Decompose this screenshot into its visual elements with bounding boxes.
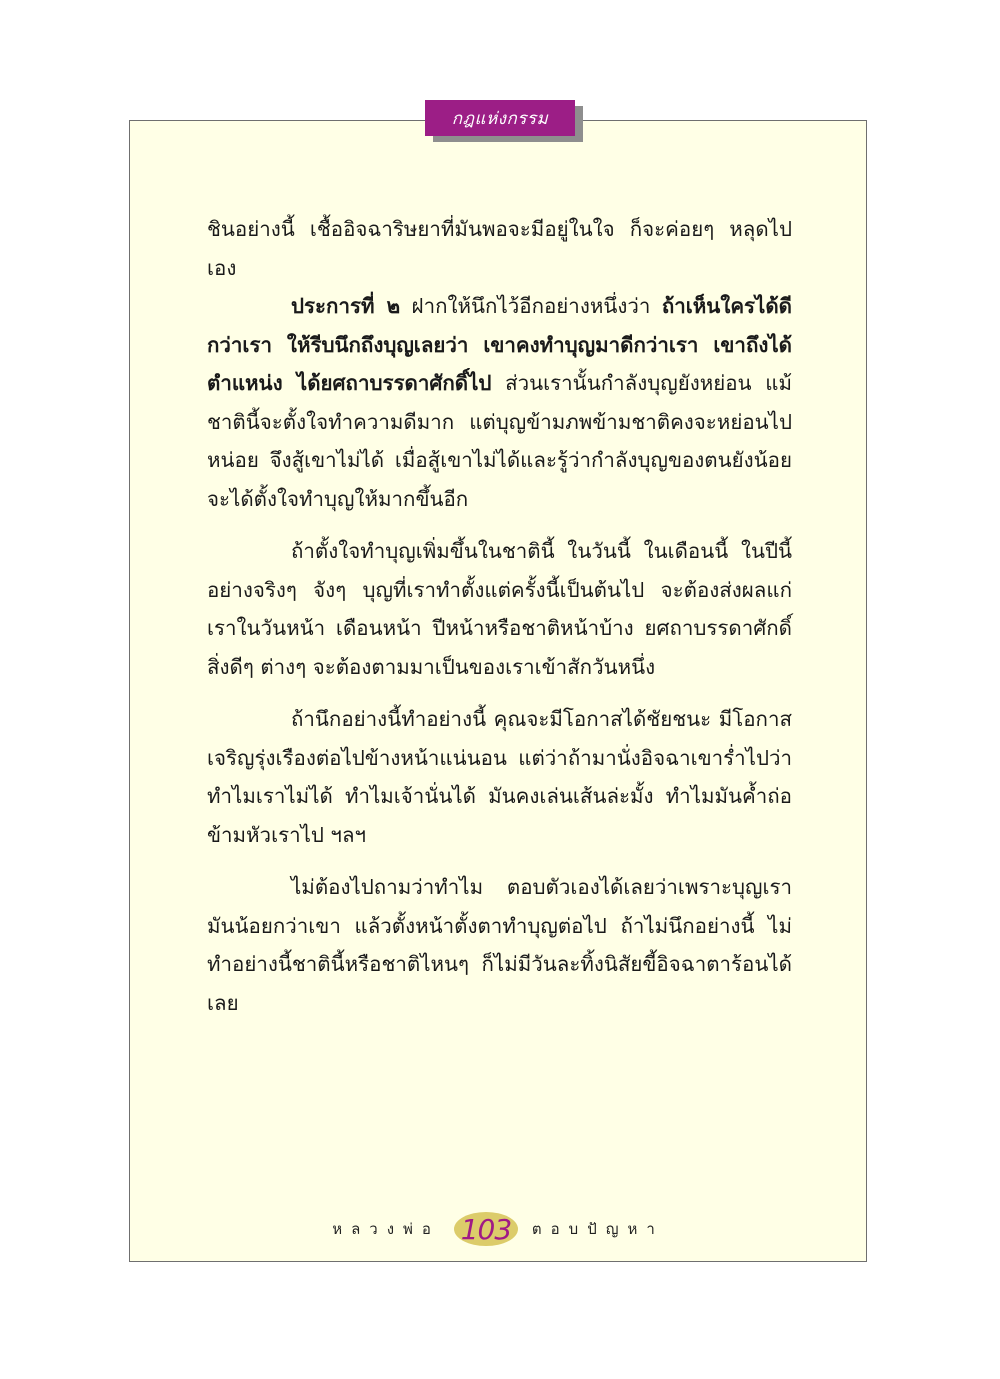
footer-book-title-left: หลวงพ่อ xyxy=(332,1220,440,1238)
footer-book-title-right: ตอบปัญหา xyxy=(531,1220,664,1238)
paragraph-2-text-a: ฝากให้นึกไว้อีกอย่างหนึ่งว่า xyxy=(400,294,662,318)
paragraph-4: ถ้านึกอย่างนี้ทำอย่างนี้ คุณจะมีโอกาสได้ชัยชนะ มีโอกาสเจริญรุ่งเรืองต่อไปข้างหน้าแน่นอน แต่ว่าถ้ามานั่งอิจฉาเขาร่ำไปว่า ทำไมเราไม่ได้ ทำไมเจ้านั่นได้ มันคงเล่นเส้นล่ะมั้ง ทำไมมันค้ำถ่อข้ามหัวเราไป ฯลฯ xyxy=(207,707,792,847)
page-number: 103 xyxy=(454,1212,518,1246)
page-footer xyxy=(129,1212,867,1246)
paragraph-2-bold-heading: ประการที่ ๒ xyxy=(291,294,401,318)
paragraph-3: ถ้าตั้งใจทำบุญเพิ่มขึ้นในชาตินี้ ในวันนี้ ในเดือนนี้ ในปีนี้ อย่างจริงๆ จังๆ บุญที่เราทำตั้งแต่ครั้งนี้เป็นต้นไป จะต้องส่งผลแก่เราในวันหน้า เดือนหน้า ปีหน้าหรือชาติหน้าบ้าง ยศถาบรรดาศักดิ์ สิ่งดีๆ ต่างๆ จะต้องตามมาเป็นของเราเข้าสักวันหนึ่ง xyxy=(207,539,792,679)
chapter-header-tab: กฎแห่งกรรม xyxy=(425,100,575,136)
paragraph-1: ชินอย่างนี้ เชื้ออิจฉาริษยาที่มันพอจะมีอยู่ในใจ ก็จะค่อยๆ หลุดไปเอง xyxy=(207,217,792,280)
paragraph-5: ไม่ต้องไปถามว่าทำไม ตอบตัวเองได้เลยว่าเพราะบุญเรามันน้อยกว่าเขา แล้วตั้งหน้าตั้งตาทำบุญต่อไป ถ้าไม่นึกอย่างนี้ ไม่ทำอย่างนี้ชาตินี้หรือชาติไหนๆ ก็ไม่มีวันละทิ้งนิสัยขี้อิจฉาตาร้อนได้เลย xyxy=(207,875,792,1015)
paragraph-2-bold-emphasis: ถ้าเห็นใครได้ดีกว่าเรา ให้รีบนึกถึงบุญเลยว่า เขาคงทำบุญมาดีกว่าเรา เขาถึงได้ตำแหน่ง ได้ยศถาบรรดาศักดิ์ไป xyxy=(207,294,792,395)
paragraph-2 xyxy=(207,287,792,518)
paragraph-2-text-b: ส่วนเรานั้นกำลังบุญยังหย่อน แม้ชาตินี้จะตั้งใจทำความดีมาก แต่บุญข้ามภพข้ามชาติคงจะหย่อนไปหน่อย จึงสู้เขาไม่ได้ เมื่อสู้เขาไม่ได้และรู้ว่ากำลังบุญของตนยังน้อย จะได้ตั้งใจทำบุญให้มากขึ้นอีก xyxy=(207,371,793,511)
body-text xyxy=(207,210,792,1022)
